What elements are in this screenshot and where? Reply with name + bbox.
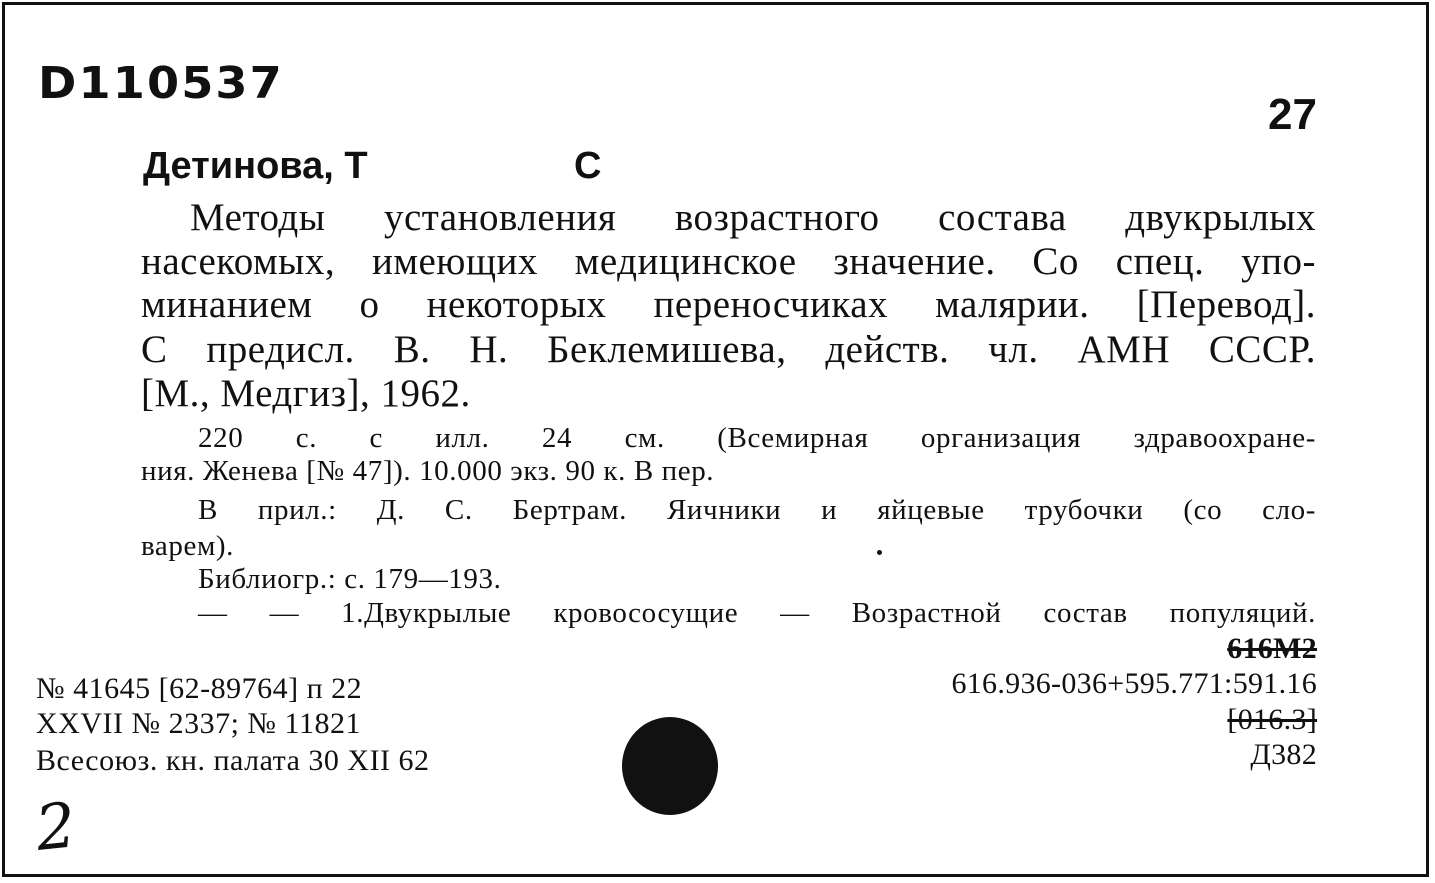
title-line: Методы установления возрастного состава двукрылых bbox=[190, 196, 1316, 239]
ink-speck bbox=[877, 550, 882, 555]
chamber-date: Всесоюз. кн. палата 30 XII 62 bbox=[36, 744, 430, 777]
bracket-code-strike: [016.3] bbox=[1227, 703, 1317, 736]
description-line: 220 с. с илл. 24 см. (Всемирная организация здравоохране- bbox=[198, 422, 1316, 454]
description-line: ния. Женева [№ 47]). 10.000 экз. 90 к. В пер. bbox=[141, 455, 715, 487]
description-line: В прил.: Д. С. Бертрам. Яичники и яйцевые трубочки (со сло- bbox=[198, 494, 1316, 526]
bibliography-line: Библиогр.: с. 179—193. bbox=[198, 563, 502, 595]
subject-heading: — — 1.Двукрылые кровососущие — Возрастной состав популяций. bbox=[198, 597, 1316, 629]
description-line: варем). bbox=[141, 530, 235, 562]
title-line: минанием о некоторых переносчиках малярии. [Перевод]. bbox=[141, 283, 1316, 326]
title-line: С предисл. В. Н. Беклемишева, действ. чл. АМН СССР. bbox=[141, 328, 1316, 371]
punch-hole bbox=[622, 717, 718, 815]
author-tag: С bbox=[574, 145, 602, 187]
title-line: [М., Медгиз], 1962. bbox=[141, 372, 471, 415]
handwritten-card-id: D110537 bbox=[38, 58, 284, 109]
page-number: 27 bbox=[1268, 90, 1317, 139]
register-reference: XXVII № 2337; № 11821 bbox=[36, 707, 361, 740]
handwritten-mark: 2 bbox=[32, 788, 80, 865]
author-name: Детинова, Т bbox=[143, 145, 368, 187]
registration-number: № 41645 [62-89764] п 22 bbox=[36, 672, 363, 705]
shelf-mark: Д382 bbox=[1250, 738, 1317, 771]
udc-code: 616.936-036+595.771:591.16 bbox=[951, 667, 1317, 700]
classification-strike: 616M2 bbox=[1227, 632, 1317, 665]
title-line: насекомых, имеющих медицинское значение. Со спец. упо- bbox=[141, 240, 1316, 283]
